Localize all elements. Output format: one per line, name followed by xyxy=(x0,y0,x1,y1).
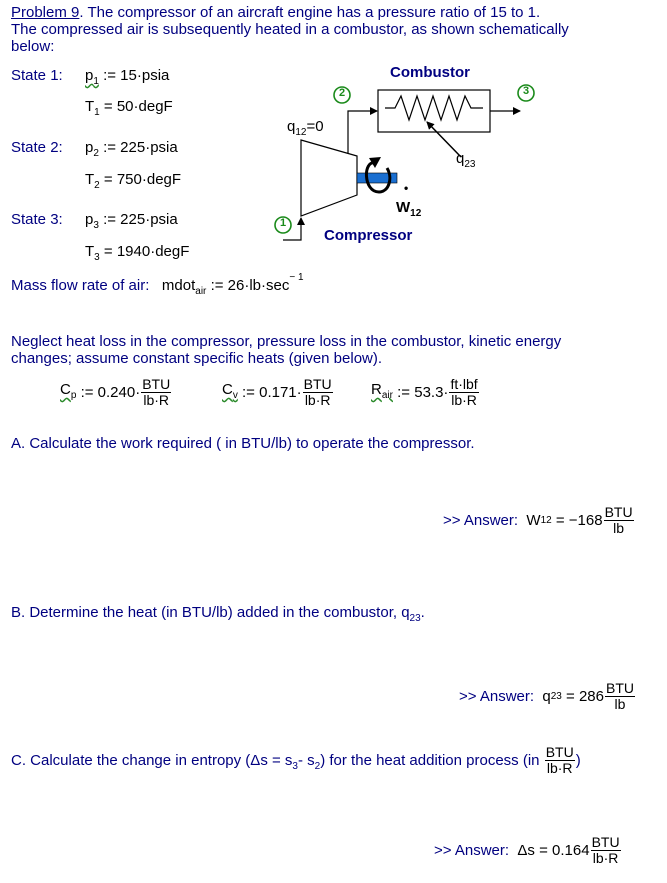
question-c-post: ) for the heat addition process (in xyxy=(320,752,540,769)
t-value: = 750·degF xyxy=(103,171,182,188)
state1-label: State 1: xyxy=(11,67,63,84)
node-1-label: 1 xyxy=(279,217,287,229)
answer-b-symbol: q xyxy=(542,688,551,705)
constant-cv xyxy=(222,377,334,408)
cp-unit-den: lb·R xyxy=(143,392,170,408)
cv-symbol: C xyxy=(222,381,233,398)
t-symbol: T xyxy=(85,98,95,115)
constant-cp xyxy=(60,377,172,408)
question-c-sub3: 3 xyxy=(292,761,298,772)
problem-statement-line1 xyxy=(11,4,540,21)
answer-a-unit-den: lb xyxy=(613,520,625,536)
question-c-mid: - s xyxy=(297,752,315,769)
cv-unit-den: lb·R xyxy=(304,392,331,408)
t-symbol: T xyxy=(85,243,95,260)
answer-a-value: = −168 xyxy=(555,512,603,529)
p-value: := 225·psia xyxy=(103,139,178,156)
cv-unit-num: BTU xyxy=(303,376,332,392)
compressor-outlet-pipe xyxy=(348,111,377,155)
state1-temperature xyxy=(85,98,173,121)
state1-pressure xyxy=(85,67,169,90)
mdot-symbol: mdot xyxy=(161,277,196,294)
question-c-close: ) xyxy=(575,752,581,769)
p-symbol: p xyxy=(85,211,94,228)
problem-statement-line3: below: xyxy=(11,38,55,55)
mdot-exponent: − 1 xyxy=(289,272,304,283)
cv-sub: v xyxy=(232,390,238,401)
q23-sub: 23 xyxy=(464,159,476,170)
answer-a-prefix: >> Answer: xyxy=(443,512,519,529)
q23-symbol: q xyxy=(456,150,465,167)
problem-label: Problem 9 xyxy=(11,4,80,21)
p-sub: 1 xyxy=(93,76,99,87)
question-c-text: C. Calculate the change in entropy (Δs = s xyxy=(11,752,293,769)
t-symbol: T xyxy=(85,171,95,188)
question-c-unit-den: lb·R xyxy=(546,760,573,776)
answer-c xyxy=(434,835,622,866)
t-sub: 3 xyxy=(94,252,100,263)
problem-text: . The compressor of an aircraft engine has a pressure ratio of 15 to 1. xyxy=(79,4,541,21)
answer-c-unit-den: lb·R xyxy=(592,850,619,866)
answer-c-prefix: >> Answer: xyxy=(434,842,510,859)
w12-dot: • xyxy=(404,181,409,195)
question-b-text: B. Determine the heat (in BTU/lb) added in the combustor, q xyxy=(11,604,410,621)
q12-label xyxy=(287,118,324,141)
mass-flow-line xyxy=(11,273,304,300)
answer-c-symbol: Δs xyxy=(517,842,535,859)
combustor-label: Combustor xyxy=(390,64,470,81)
question-a: A. Calculate the work required ( in BTU/lb) to operate the compressor. xyxy=(11,435,475,452)
compressor-shape xyxy=(301,140,357,216)
answer-b xyxy=(459,681,636,712)
assumptions-line1: Neglect heat loss in the compressor, pressure loss in the combustor, kinetic energy xyxy=(11,333,562,350)
constant-rair xyxy=(371,377,480,408)
w12-symbol: W xyxy=(396,199,411,216)
problem-statement-line2: The compressed air is subsequently heated in a combustor, as shown schematically xyxy=(11,21,569,38)
rair-sub: air xyxy=(381,390,393,401)
cp-symbol: C xyxy=(60,381,71,398)
cp-value: := 0.240· xyxy=(80,384,141,401)
w12-label xyxy=(396,199,421,222)
answer-a-symbol: W xyxy=(526,512,541,529)
q23-label xyxy=(456,150,475,173)
p-sub: 2 xyxy=(93,148,99,159)
state3-pressure xyxy=(85,211,178,234)
mdot-value: := 26·lb·sec xyxy=(210,277,290,294)
answer-b-value: = 286 xyxy=(566,688,604,705)
mdot-sub: air xyxy=(195,286,207,297)
state3-temperature xyxy=(85,243,189,266)
rair-value: := 53.3· xyxy=(397,384,449,401)
t-value: = 1940·degF xyxy=(103,243,190,260)
t-sub: 2 xyxy=(94,180,100,191)
p-sub: 3 xyxy=(93,220,99,231)
question-c xyxy=(11,745,581,776)
p-symbol: p xyxy=(85,139,94,156)
combustor-box xyxy=(378,90,490,132)
node-3-label: 3 xyxy=(522,85,530,97)
q12-symbol: q xyxy=(287,118,296,135)
answer-b-unit-num: BTU xyxy=(606,680,634,696)
question-c-sub2: 2 xyxy=(314,761,321,772)
assumptions-line2: changes; assume constant specific heats (given below). xyxy=(11,350,383,367)
compressor-label: Compressor xyxy=(324,227,413,244)
rair-symbol: R xyxy=(371,381,382,398)
answer-b-prefix: >> Answer: xyxy=(459,688,535,705)
rair-unit-num: ft·lbf xyxy=(450,376,478,392)
p-symbol: p xyxy=(85,67,94,84)
question-c-unit-num: BTU xyxy=(545,744,574,760)
rair-unit-den: lb·R xyxy=(451,392,477,408)
q12-sub: 12 xyxy=(295,127,307,138)
cp-sub: p xyxy=(70,390,77,401)
t-value: = 50·degF xyxy=(103,98,173,115)
answer-c-value: = 0.164 xyxy=(539,842,590,859)
mass-flow-label: Mass flow rate of air: xyxy=(11,277,150,294)
state3-label: State 3: xyxy=(11,211,63,228)
answer-b-unit-den: lb xyxy=(614,696,626,712)
answer-a xyxy=(443,505,635,536)
answer-a-sub: 12 xyxy=(540,515,552,526)
state2-pressure xyxy=(85,139,178,162)
q12-value: =0 xyxy=(306,118,324,135)
question-b-end: . xyxy=(420,604,425,621)
w12-sub: 12 xyxy=(410,208,422,219)
question-b xyxy=(11,604,425,627)
cp-unit-num: BTU xyxy=(142,376,171,392)
answer-b-sub: 23 xyxy=(550,691,562,702)
answer-a-unit-num: BTU xyxy=(604,504,633,520)
answer-c-unit-num: BTU xyxy=(591,834,620,850)
cv-value: := 0.171· xyxy=(242,384,302,401)
state2-temperature xyxy=(85,171,181,194)
p-value: := 225·psia xyxy=(103,211,178,228)
p-value: := 15·psia xyxy=(103,67,170,84)
question-b-sub: 23 xyxy=(409,613,421,624)
t-sub: 1 xyxy=(94,107,100,118)
node-2-label: 2 xyxy=(338,87,346,99)
state2-label: State 2: xyxy=(11,139,63,156)
heater-zigzag xyxy=(385,96,483,120)
